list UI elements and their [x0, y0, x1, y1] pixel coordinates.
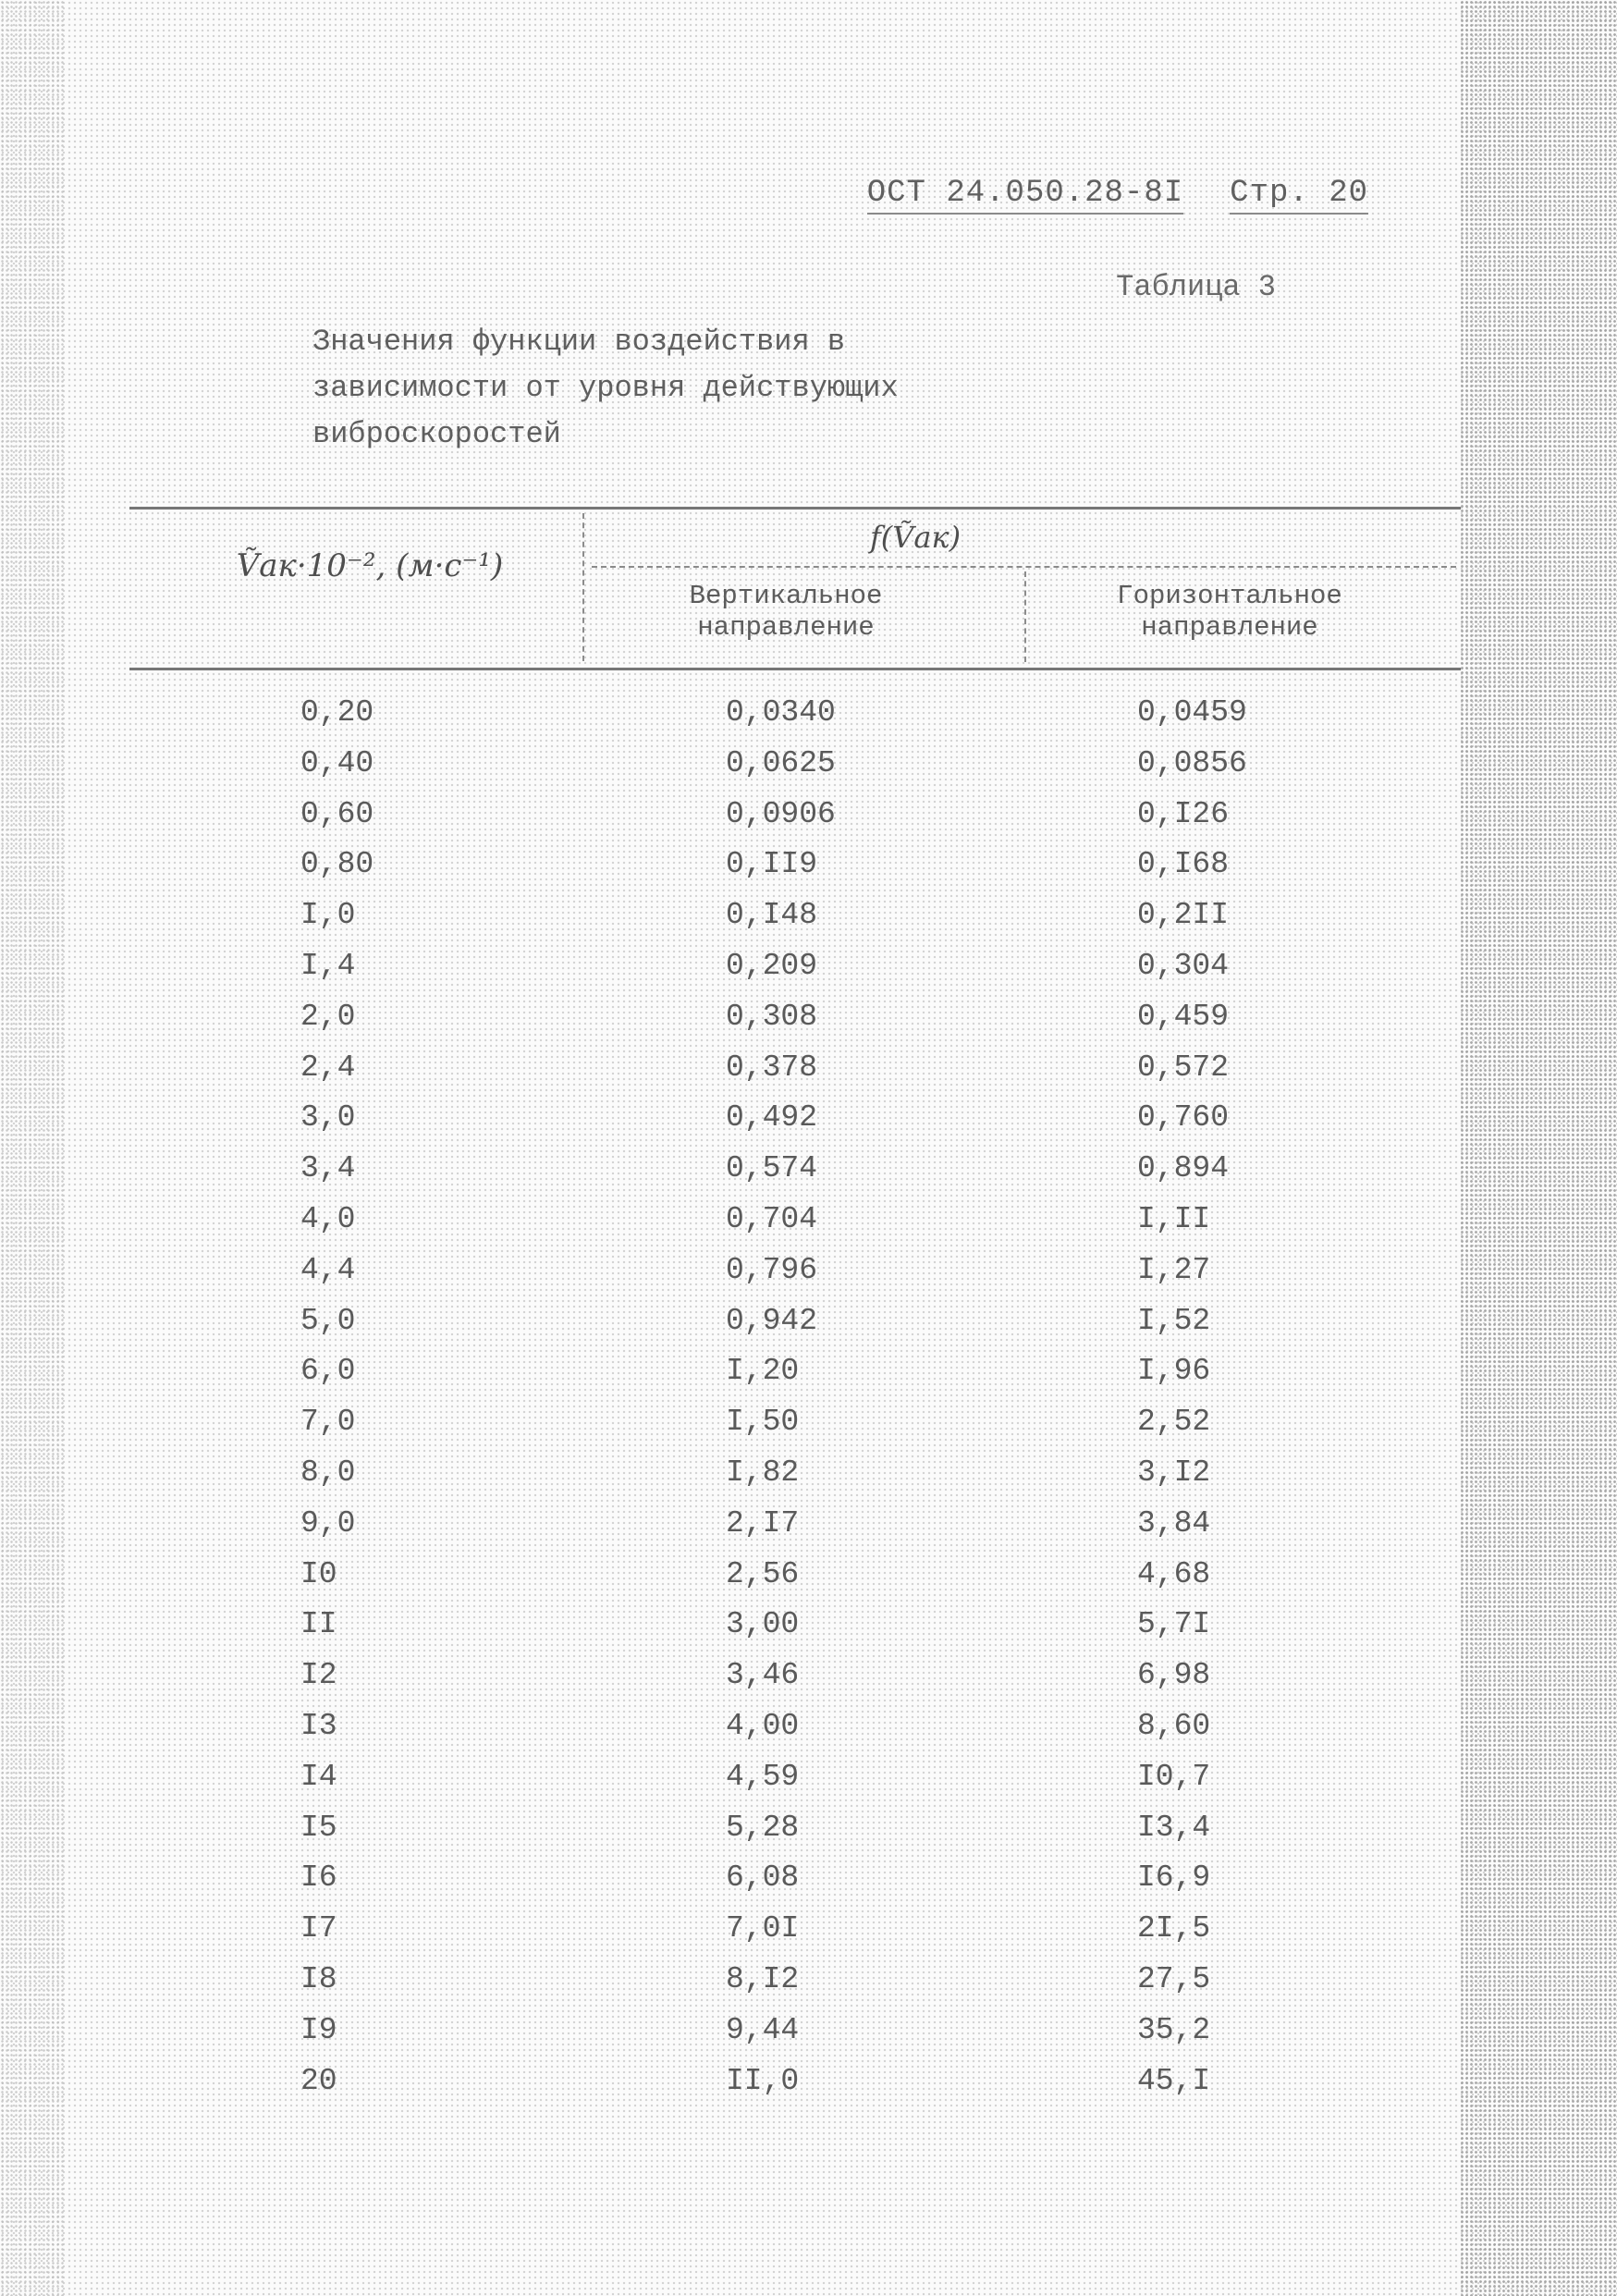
- cell-velocity: 8,0: [300, 1455, 356, 1490]
- cell-horizontal: 0,304: [1137, 949, 1230, 983]
- col-header-vertical: [610, 581, 962, 644]
- cell-horizontal: 0,I26: [1137, 796, 1230, 831]
- cell-velocity: I5: [300, 1810, 337, 1845]
- cell-horizontal: I,27: [1137, 1252, 1211, 1287]
- header-divider-2: [1024, 571, 1026, 662]
- cell-vertical: 0,308: [726, 999, 818, 1034]
- cell-vertical: 0,0625: [726, 745, 836, 780]
- cell-vertical: 3,46: [726, 1658, 800, 1693]
- table-header-rule: [129, 668, 1461, 670]
- col-header-function: f(Ṽак): [869, 520, 962, 555]
- cell-horizontal: 5,7I: [1137, 1607, 1211, 1642]
- subhead-line: направление: [697, 612, 875, 643]
- cell-horizontal: 27,5: [1137, 1962, 1211, 1996]
- table-row: [0, 1455, 1617, 1500]
- table-row: [0, 1557, 1617, 1602]
- table-label: Таблица 3: [1116, 270, 1276, 304]
- table-row: [0, 1405, 1617, 1449]
- cell-velocity: 2,4: [300, 1050, 356, 1085]
- caption-line: Значения функции воздействия в: [312, 325, 846, 359]
- table-row: [0, 1760, 1617, 1804]
- table-row: [0, 847, 1617, 891]
- cell-vertical: 9,44: [726, 2012, 800, 2047]
- cell-horizontal: 0,2II: [1137, 898, 1230, 933]
- cell-vertical: 0,II9: [726, 847, 818, 882]
- table-row: [0, 1911, 1617, 1956]
- cell-vertical: 7,0I: [726, 1911, 800, 1946]
- header-divider-1: [582, 513, 584, 661]
- cell-horizontal: 0,459: [1137, 999, 1230, 1034]
- subhead-line: направление: [1141, 612, 1318, 643]
- cell-horizontal: 3,I2: [1137, 1455, 1211, 1490]
- cell-horizontal: 0,I68: [1137, 847, 1230, 882]
- table-row: [0, 1100, 1617, 1145]
- table-row: [0, 1506, 1617, 1551]
- cell-horizontal: 35,2: [1137, 2012, 1211, 2047]
- cell-velocity: 20: [300, 2063, 337, 2098]
- cell-velocity: I9: [300, 2012, 337, 2047]
- cell-vertical: 0,704: [726, 1202, 818, 1236]
- cell-horizontal: 4,68: [1137, 1556, 1211, 1591]
- cell-horizontal: I,52: [1137, 1303, 1211, 1338]
- cell-vertical: I,20: [726, 1354, 800, 1389]
- table-row: [0, 695, 1617, 740]
- cell-velocity: 7,0: [300, 1405, 356, 1440]
- table-row: [0, 1304, 1617, 1348]
- table-row: [0, 1000, 1617, 1044]
- cell-horizontal: 45,I: [1137, 2063, 1211, 2098]
- table-row: [0, 949, 1617, 993]
- cell-horizontal: 2,52: [1137, 1405, 1211, 1440]
- cell-velocity: 0,40: [300, 745, 374, 780]
- cell-horizontal: 0,760: [1137, 1100, 1230, 1136]
- cell-vertical: 0,0906: [726, 796, 836, 831]
- cell-vertical: 0,209: [726, 949, 818, 983]
- cell-velocity: 2,0: [300, 999, 356, 1034]
- table-top-rule: [129, 507, 1461, 510]
- table-row: [0, 2064, 1617, 2108]
- cell-velocity: II: [300, 1607, 337, 1642]
- cell-vertical: II,0: [726, 2063, 800, 2098]
- cell-velocity: 4,0: [300, 1202, 356, 1236]
- cell-velocity: I4: [300, 1759, 337, 1794]
- cell-horizontal: 0,894: [1137, 1151, 1230, 1186]
- header-sub-rule: [592, 566, 1456, 568]
- cell-vertical: I,82: [726, 1455, 800, 1490]
- table-row: [0, 1658, 1617, 1702]
- table-row: [0, 1811, 1617, 1855]
- table-row: [0, 1709, 1617, 1753]
- cell-vertical: 3,00: [726, 1607, 800, 1642]
- cell-vertical: 5,28: [726, 1810, 800, 1845]
- table-row: [0, 1050, 1617, 1095]
- table-row: [0, 746, 1617, 791]
- cell-horizontal: I,II: [1137, 1202, 1211, 1236]
- table-row: [0, 1151, 1617, 1196]
- cell-velocity: 3,4: [300, 1151, 356, 1186]
- table-row: [0, 1860, 1617, 1905]
- cell-horizontal: I6,9: [1137, 1860, 1211, 1896]
- cell-vertical: 0,I48: [726, 898, 818, 933]
- cell-velocity: 0,80: [300, 847, 374, 882]
- cell-horizontal: 0,572: [1137, 1050, 1230, 1085]
- cell-vertical: 0,796: [726, 1252, 818, 1287]
- subhead-line: Горизонтальное: [1117, 581, 1342, 611]
- cell-vertical: 8,I2: [726, 1962, 800, 1996]
- table-row: [0, 1962, 1617, 2007]
- cell-velocity: I8: [300, 1962, 337, 1996]
- caption-line: виброскоростей: [312, 417, 561, 451]
- page-number: Стр. 20: [1230, 176, 1368, 215]
- cell-velocity: 5,0: [300, 1303, 356, 1338]
- cell-horizontal: I3,4: [1137, 1810, 1211, 1845]
- cell-horizontal: 0,0459: [1137, 695, 1247, 730]
- cell-vertical: 4,00: [726, 1709, 800, 1743]
- cell-vertical: 2,I7: [726, 1505, 800, 1541]
- cell-vertical: 6,08: [726, 1860, 800, 1896]
- cell-vertical: 0,378: [726, 1050, 818, 1085]
- subhead-line: Вертикальное: [689, 581, 883, 611]
- cell-horizontal: I0,7: [1137, 1759, 1211, 1794]
- cell-horizontal: 2I,5: [1137, 1911, 1211, 1946]
- cell-velocity: I6: [300, 1860, 337, 1896]
- cell-horizontal: I,96: [1137, 1354, 1211, 1389]
- table-caption: [312, 319, 1015, 458]
- table-row: [0, 2013, 1617, 2057]
- cell-velocity: I3: [300, 1709, 337, 1743]
- cell-horizontal: 6,98: [1137, 1658, 1211, 1693]
- cell-vertical: 0,574: [726, 1151, 818, 1186]
- cell-velocity: 0,60: [300, 796, 374, 831]
- table-row: [0, 797, 1617, 841]
- cell-vertical: 0,492: [726, 1100, 818, 1136]
- table-row: [0, 898, 1617, 942]
- cell-velocity: I,0: [300, 898, 356, 933]
- cell-horizontal: 3,84: [1137, 1505, 1211, 1541]
- running-header: [814, 176, 1368, 211]
- cell-velocity: 4,4: [300, 1252, 356, 1287]
- table-row: [0, 1354, 1617, 1398]
- cell-vertical: 2,56: [726, 1556, 800, 1591]
- standard-number: ОСТ 24.050.28-8I: [867, 176, 1183, 215]
- cell-velocity: I,4: [300, 949, 356, 983]
- cell-velocity: 6,0: [300, 1354, 356, 1389]
- cell-velocity: 3,0: [300, 1100, 356, 1136]
- cell-velocity: 0,20: [300, 695, 374, 730]
- cell-vertical: 0,0340: [726, 695, 836, 730]
- cell-horizontal: 0,0856: [1137, 745, 1247, 780]
- cell-horizontal: 8,60: [1137, 1709, 1211, 1743]
- table-row: [0, 1253, 1617, 1297]
- cell-velocity: I7: [300, 1911, 337, 1946]
- cell-velocity: 9,0: [300, 1505, 356, 1541]
- cell-vertical: 0,942: [726, 1303, 818, 1338]
- table-row: [0, 1607, 1617, 1651]
- table-row: [0, 1202, 1617, 1246]
- col-header-horizontal: [1045, 581, 1415, 644]
- cell-velocity: I2: [300, 1658, 337, 1693]
- cell-velocity: I0: [300, 1556, 337, 1591]
- cell-vertical: 4,59: [726, 1759, 800, 1794]
- col-header-velocity: Ṽак·10⁻², (м·с⁻¹): [236, 547, 504, 584]
- cell-vertical: I,50: [726, 1405, 800, 1440]
- caption-line: зависимости от уровня действующих: [312, 371, 899, 405]
